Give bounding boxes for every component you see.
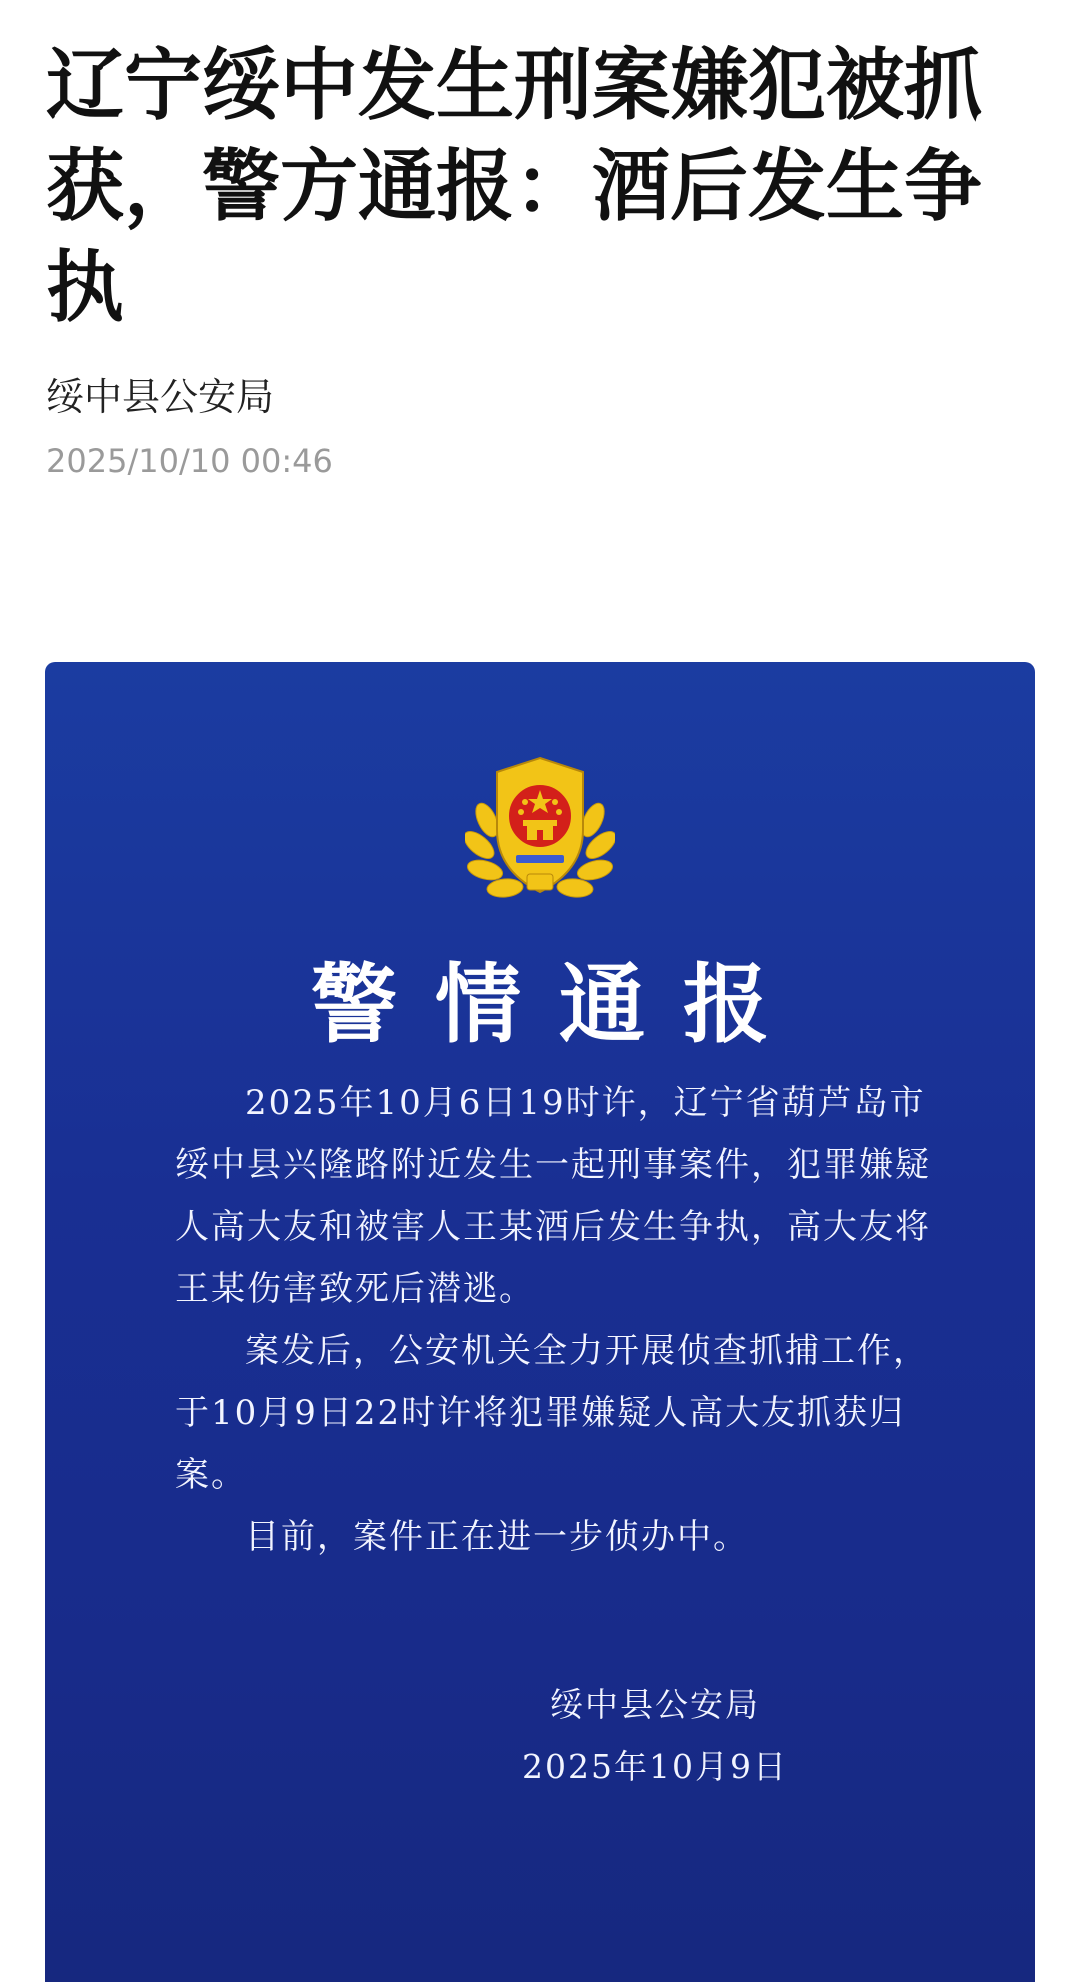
publish-time: 2025/10/10 00:46 [46, 442, 333, 480]
notice-paragraph: 2025年10月6日19时许，辽宁省葫芦岛市绥中县兴隆路附近发生一起刑事案件，犯罪嫌疑人高大友和被害人王某酒后发生争执，高大友将王某伤害致死后潜逃。 [175, 1083, 931, 1309]
article-title: 辽宁绥中发生刑案嫌犯被抓获，警方通报：酒后发生争执 [46, 41, 983, 333]
notice-heading: 警情通报 [311, 954, 807, 1055]
police-notice-image[interactable] [45, 662, 1035, 1982]
notice-body [175, 1072, 955, 1568]
notice-signature [505, 1674, 805, 1798]
notice-paragraph: 目前，案件正在进一步侦办中。 [245, 1517, 749, 1557]
police-emblem-icon [465, 750, 615, 910]
author-name[interactable]: 绥中县公安局 [46, 375, 275, 419]
signature-org: 绥中县公安局 [550, 1685, 760, 1724]
notice-paragraph: 案发后，公安机关全力开展侦查抓捕工作，于10月9日22时许将犯罪嫌疑人高大友抓获归案。 [175, 1331, 929, 1495]
signature-date: 2025年10月9日 [522, 1747, 788, 1786]
